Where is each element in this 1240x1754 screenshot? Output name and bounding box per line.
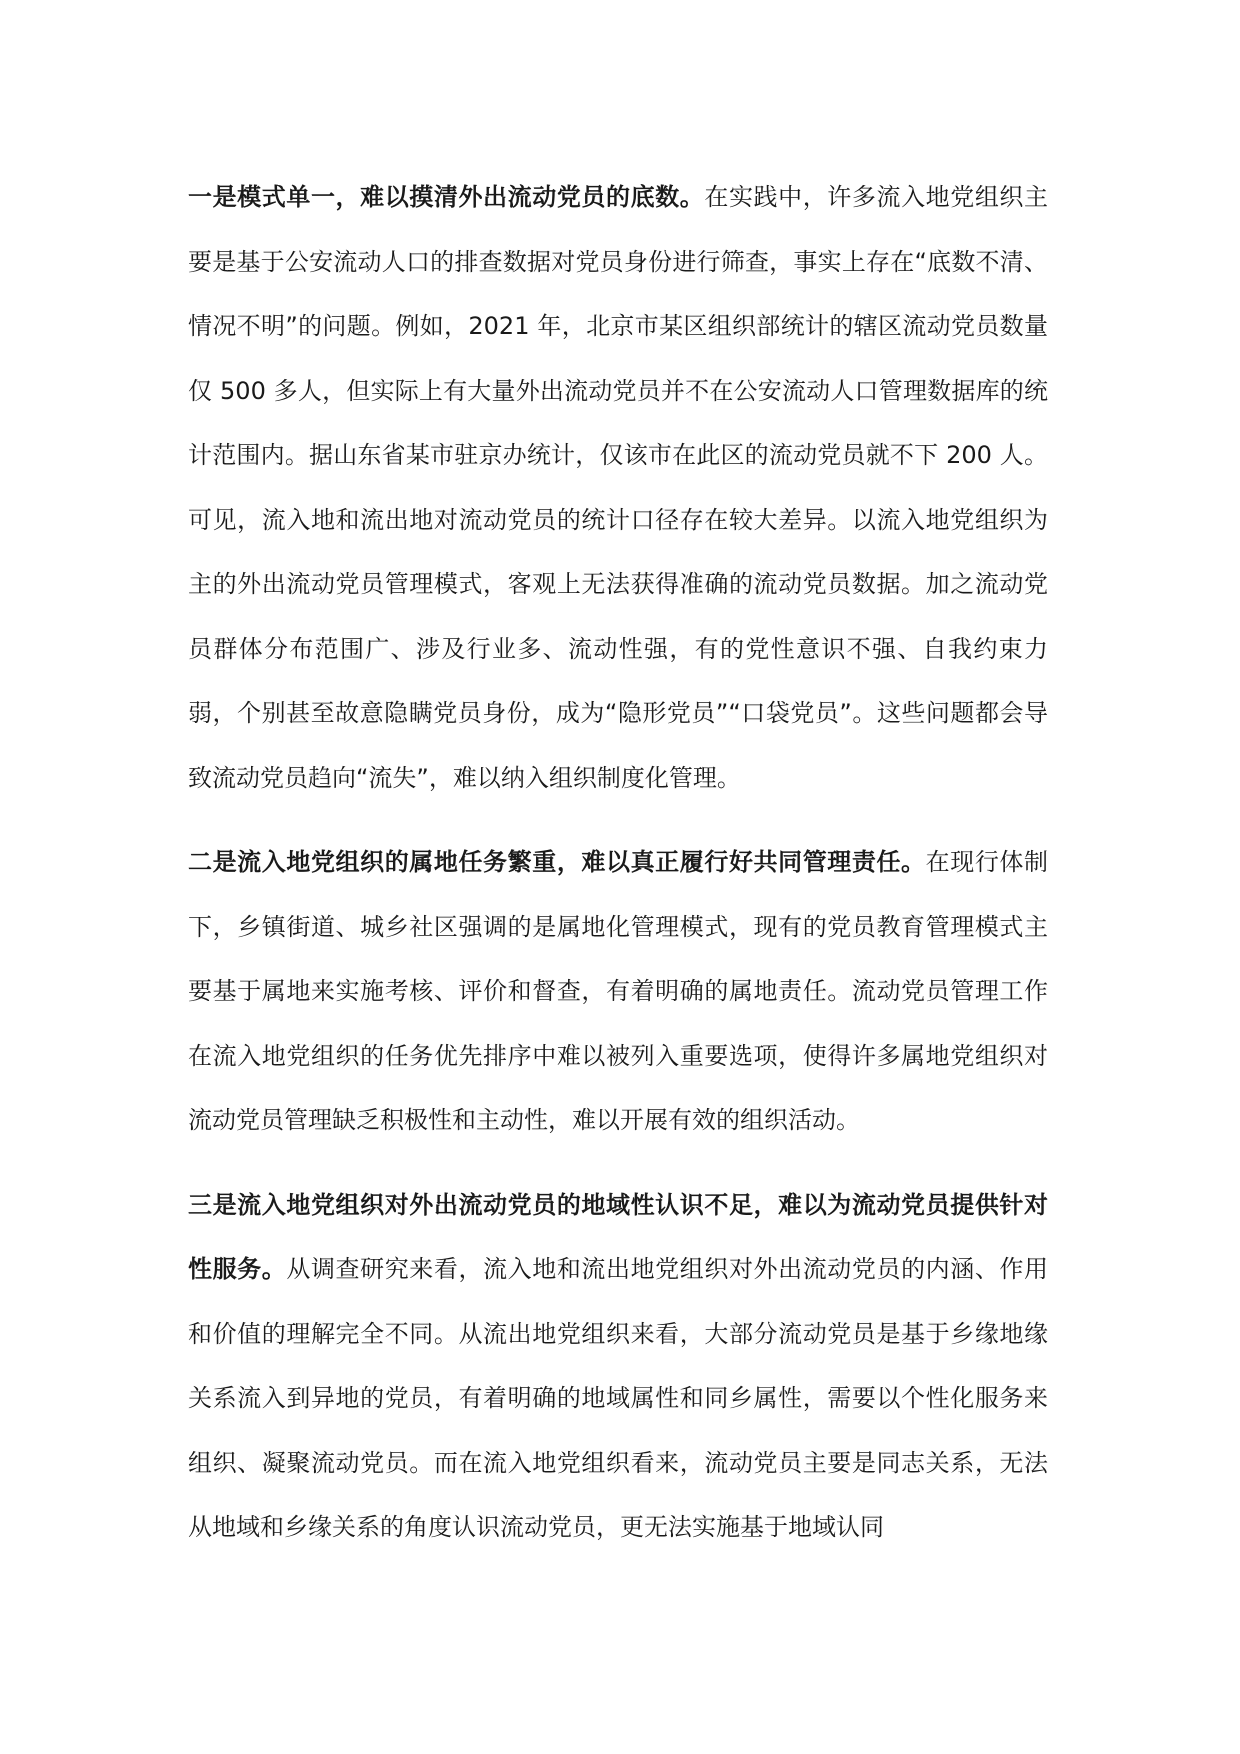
paragraph-2-heading: 二是流入地党组织的属地任务繁重，难以真正履行好共同管理责任。: [188, 848, 926, 876]
paragraph-2: [188, 830, 1048, 1153]
paragraph-1-text: 在实践中，许多流入地党组织主要是基于公安流动人口的排查数据对党员身份进行筛查，事实上存在“底数不清、情况不明”的问题。例如，2021 年，北京市某区组织部统计的辖区流动党员数量仅 500 多人，但实际上有大量外出流动党员并不在公安流动人口管理数据库的统计范围内。据山东省某市驻京办统计，仅该市在此区的流动党员就不下 200 人。可见，流入地和流出地对流动党员的统计口径存在较大差异。以流入地党组织为主的外出流动党员管理模式，客观上无法获得准确的流动党员数据。加之流动党员群体分布范围广、涉及行业多、流动性强，有的党性意识不强、自我约束力弱，个别甚至故意隐瞒党员身份，成为“隐形党员”“口袋党员”。这些问题都会导致流动党员趋向“流失”，难以纳入组织制度化管理。: [188, 183, 1049, 792]
paragraph-3: [188, 1173, 1048, 1560]
paragraph-3-text: 从调查研究来看，流入地和流出地党组织对外出流动党员的内涵、作用和价值的理解完全不同。从流出地党组织来看，大部分流动党员是基于乡缘地缘关系流入到异地的党员，有着明确的地域属性和同乡属性，需要以个性化服务来组织、凝聚流动党员。而在流入地党组织看来，流动党员主要是同志关系，无法从地域和乡缘关系的角度认识流动党员，更无法实施基于地域认同: [188, 1255, 1049, 1541]
paragraph-3-heading: 三是流入地党组织对外出流动党员的地域性认识不足，难以为流动党员提供针对性服务。: [188, 1190, 1048, 1283]
paragraph-1: [188, 165, 1048, 810]
document-body: [188, 165, 1048, 1560]
paragraph-1-heading: 一是模式单一，难以摸清外出流动党员的底数。: [188, 183, 705, 211]
paragraph-2-text: 在现行体制下，乡镇街道、城乡社区强调的是属地化管理模式，现有的党员教育管理模式主要基于属地来实施考核、评价和督查，有着明确的属地责任。流动党员管理工作在流入地党组织的任务优先排序中难以被列入重要选项，使得许多属地党组织对流动党员管理缺乏积极性和主动性，难以开展有效的组织活动。: [188, 848, 1049, 1134]
